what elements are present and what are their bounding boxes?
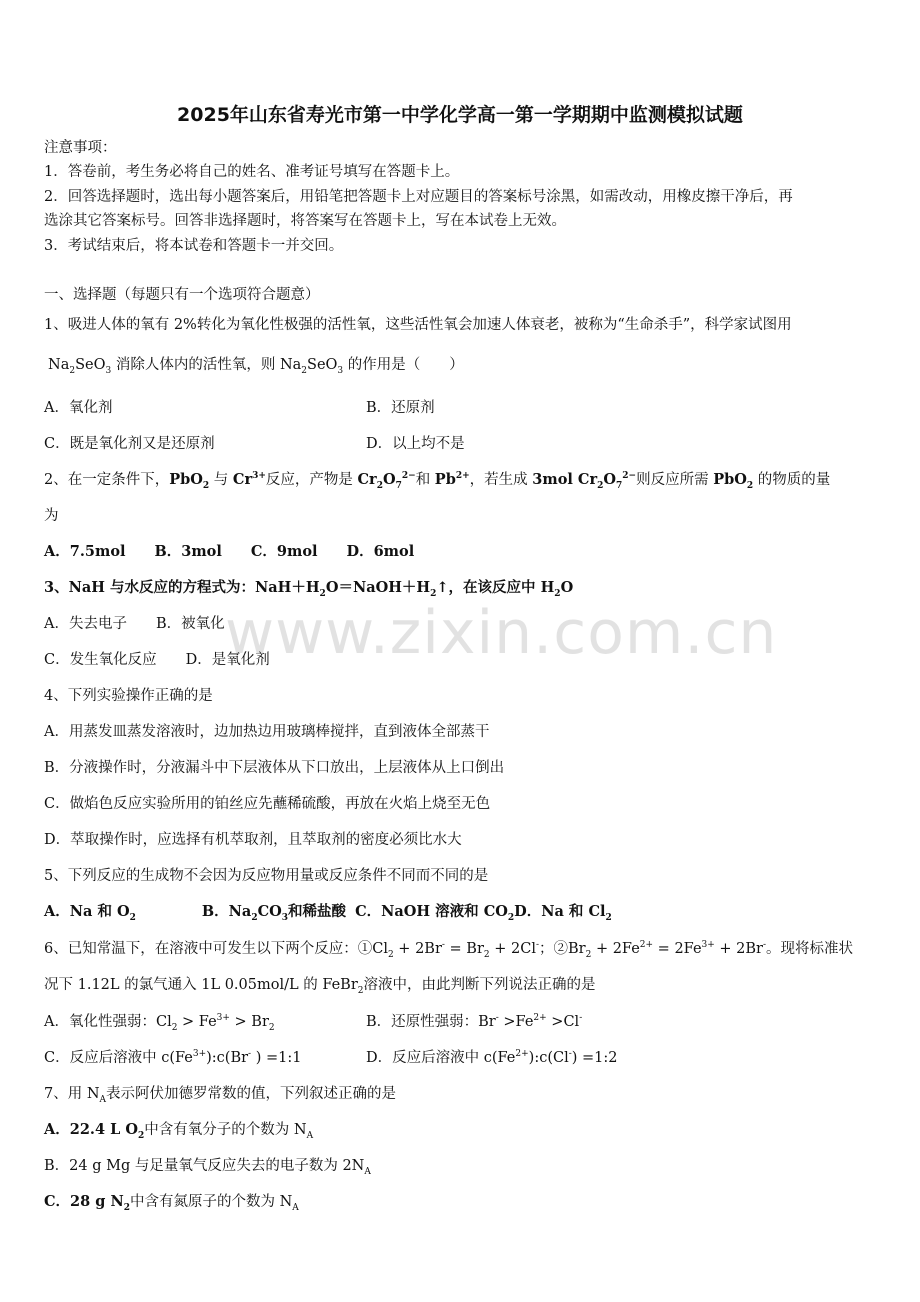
question-6-stem: 6、已知常温下，在溶液中可发生以下两个反应：$①Cl_2 + 2Br^- = Br_2 + 2Cl^-$；$②Br_2 + 2Fe^{2+} = 2Fe^{3+} + 2Br^-$。现将标准状 xyxy=(44,940,854,960)
notice-item: 1．答卷前，考生务必将自己的姓名、准考证号填写在答题卡上。 xyxy=(44,164,460,180)
notice-item: 3．考试结束后，将本试卷和答题卡一并交回。 xyxy=(44,238,344,254)
question-1-option-c: C．既是氧化剂又是还原剂 xyxy=(44,436,215,452)
question-6-option-b: B．还原性强弱：$Br^- >Fe^{2+} >Cl^-$ xyxy=(366,1013,583,1030)
notice-item: 2．回答选择题时，选出每小题答案后，用铅笔把答题卡上对应题目的答案标号涂黑，如需改动，用橡皮擦干净后，再 xyxy=(44,189,793,205)
question-4-option-b: B．分液操作时，分液漏斗中下层液体从下口放出，上层液体从上口倒出 xyxy=(44,760,505,776)
question-4-option-a: A．用蒸发皿蒸发溶液时，边加热边用玻璃棒搅拌，直到液体全部蒸干 xyxy=(44,724,490,740)
question-7-stem: 7、用 $N_A$表示阿伏加德罗常数的值，下列叙述正确的是 xyxy=(44,1086,397,1105)
question-6-stem-2: 况下 1.12L 的氯气通入 1L 0.05mol/L 的 FeBr$_2$溶液中，由此判断下列说法正确的是 xyxy=(44,977,596,996)
question-7-option-b: B．24 g Mg 与足量氧气反应失去的电子数为 $2N_A$ xyxy=(44,1158,371,1177)
page-title: 2025年山东省寿光市第一中学化学高一第一学期期中监测模拟试题 xyxy=(177,104,743,126)
question-2-stem: 2、在一定条件下，PbO$_2$ 与 $Cr^{3+}$反应，产物是 $Cr_2O_7^{2-}$和 $Pb^{2+}$，若生成 3mol $Cr_2O_7^{2-}$则反应所需 PbO$_2$ 的物质的量 xyxy=(44,471,831,491)
question-6-option-c: C．反应后溶液中 $c(Fe^{3+}):c(Br^-$ ) =1:1 xyxy=(44,1049,302,1066)
question-3-options-ab: A．失去电子 B．被氧化 xyxy=(44,616,225,632)
watermark: www.zixin.com.cn xyxy=(225,598,778,668)
question-4-option-c: C．做焰色反应实验所用的铂丝应先蘸稀硫酸，再放在火焰上烧至无色 xyxy=(44,796,491,812)
question-2-options: A．7.5mol B．3mol C．9mol D．6mol xyxy=(44,543,415,560)
question-7-option-c: C．28 g $N_2$中含有氮原子的个数为 $N_A$ xyxy=(44,1193,299,1213)
question-1-option-b: B．还原剂 xyxy=(366,400,435,416)
question-5-options: A．Na 和 $O_2$ B．$Na_2CO_3$和稀盐酸 C．NaOH 溶液和 $CO_2D$．Na 和 $Cl_2$ xyxy=(44,903,612,923)
question-6-option-a: A．氧化性强弱：$Cl_2 > Fe^{3+} > Br_2$ xyxy=(44,1013,275,1033)
section-heading: 一、选择题（每题只有一个选项符合题意） xyxy=(44,287,320,303)
question-1-option-d: D．以上均不是 xyxy=(366,436,465,452)
question-4-option-d: D．萃取操作时，应选择有机萃取剂，且萃取剂的密度必须比水大 xyxy=(44,832,462,848)
question-6-option-d: D．反应后溶液中 $c(Fe^{2+}):c(Cl^-)$ =1:2 xyxy=(366,1049,618,1066)
question-3-stem: 3、NaH 与水反应的方程式为：$NaH+H_2O=NaOH+H_2↑$，在该反应中 $H_2O$ xyxy=(44,579,574,599)
question-5-stem: 5、下列反应的生成物不会因为反应物用量或反应条件不同而不同的是 xyxy=(44,868,489,884)
question-3-options-cd: C．发生氧化反应 D．是氧化剂 xyxy=(44,652,270,668)
question-1-stem: 1、吸进人体的氧有 2%转化为氧化性极强的活性氧，这些活性氧会加速人体衰老，被称为“生命杀手”，科学家试图用 xyxy=(44,317,792,333)
question-7-option-a: A．22.4 L $O_2$中含有氧分子的个数为 $N_A$ xyxy=(44,1121,314,1141)
question-1-stem-2: $Na_2SeO_3$ 消除人体内的活性氧，则 $Na_2SeO_3$ 的作用是（ ） xyxy=(48,357,464,376)
question-1-option-a: A．氧化剂 xyxy=(44,400,113,416)
notice-item: 选涂其它答案标号。回答非选择题时，将答案写在答题卡上，写在本试卷上无效。 xyxy=(44,213,566,229)
question-4-stem: 4、下列实验操作正确的是 xyxy=(44,688,213,704)
question-2-stem-2: 为 xyxy=(44,508,59,524)
notice-heading: 注意事项： xyxy=(44,140,117,156)
